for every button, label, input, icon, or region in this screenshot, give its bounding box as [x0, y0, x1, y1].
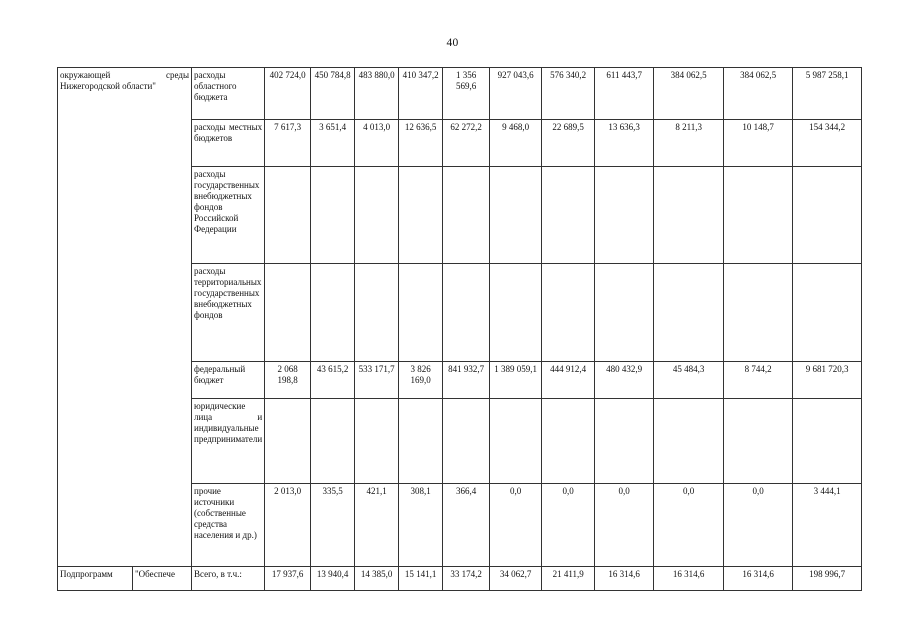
- cell-value: 45 484,3: [654, 362, 724, 399]
- cell-value: 10 148,7: [724, 120, 793, 167]
- cell-value: 2 013,0: [265, 484, 311, 567]
- cell-value: 0,0: [595, 484, 654, 567]
- cell-value: 14 385,0: [355, 567, 399, 591]
- cell-value: 927 043,6: [490, 68, 542, 120]
- subprogram-type-cell: Подпрограмм: [58, 567, 133, 591]
- cell-value: 421,1: [355, 484, 399, 567]
- cell-value: 483 880,0: [355, 68, 399, 120]
- row-label: юридические лица и индивидуальные предприниматели: [192, 399, 265, 484]
- program-name-cell: окружающей среды Нижегородской области": [58, 68, 192, 567]
- cell-value: 154 344,2: [793, 120, 862, 167]
- cell-value: 9 468,0: [490, 120, 542, 167]
- cell-value: 13 940,4: [311, 567, 355, 591]
- cell-value: 16 314,6: [595, 567, 654, 591]
- row-label: расходы областного бюджета: [192, 68, 265, 120]
- cell-value: 841 932,7: [443, 362, 490, 399]
- cell-value: 0,0: [542, 484, 595, 567]
- cell-value: 335,5: [311, 484, 355, 567]
- cell-value: 4 013,0: [355, 120, 399, 167]
- cell-value: [654, 264, 724, 362]
- row-label: расходы государственных внебюджетных фондов Российской Федерации: [192, 167, 265, 264]
- cell-value: 34 062,7: [490, 567, 542, 591]
- cell-value: [443, 264, 490, 362]
- subprogram-name-cell: "Обеспече: [133, 567, 192, 591]
- cell-value: 384 062,5: [654, 68, 724, 120]
- cell-value: [542, 264, 595, 362]
- cell-value: [793, 264, 862, 362]
- cell-value: 0,0: [724, 484, 793, 567]
- cell-value: 3 651,4: [311, 120, 355, 167]
- cell-value: 2 068 198,8: [265, 362, 311, 399]
- cell-value: 13 636,3: [595, 120, 654, 167]
- cell-value: 308,1: [399, 484, 443, 567]
- cell-value: [490, 167, 542, 264]
- cell-value: 62 272,2: [443, 120, 490, 167]
- table-row: [58, 68, 862, 120]
- cell-value: 8 744,2: [724, 362, 793, 399]
- cell-value: [542, 399, 595, 484]
- cell-value: 22 689,5: [542, 120, 595, 167]
- cell-value: 43 615,2: [311, 362, 355, 399]
- cell-value: [311, 167, 355, 264]
- cell-value: [265, 399, 311, 484]
- table-body: [58, 68, 862, 591]
- cell-value: 533 171,7: [355, 362, 399, 399]
- cell-value: [595, 399, 654, 484]
- cell-value: [399, 167, 443, 264]
- cell-value: 0,0: [490, 484, 542, 567]
- cell-value: 366,4: [443, 484, 490, 567]
- cell-value: 8 211,3: [654, 120, 724, 167]
- cell-value: 480 432,9: [595, 362, 654, 399]
- cell-value: [490, 264, 542, 362]
- cell-value: 3 444,1: [793, 484, 862, 567]
- cell-value: 12 636,5: [399, 120, 443, 167]
- cell-value: [542, 167, 595, 264]
- row-label: федеральный бюджет: [192, 362, 265, 399]
- cell-value: 1 356 569,6: [443, 68, 490, 120]
- page-number: 40: [446, 37, 459, 49]
- row-label: Всего, в т.ч.:: [192, 567, 265, 591]
- cell-value: 16 314,6: [654, 567, 724, 591]
- cell-value: [399, 264, 443, 362]
- cell-value: [443, 399, 490, 484]
- cell-value: 410 347,2: [399, 68, 443, 120]
- cell-value: [490, 399, 542, 484]
- cell-value: [355, 264, 399, 362]
- cell-value: [355, 167, 399, 264]
- cell-value: 16 314,6: [724, 567, 793, 591]
- cell-value: [654, 399, 724, 484]
- budget-table: [57, 67, 862, 591]
- cell-value: [793, 399, 862, 484]
- table-row: [58, 567, 862, 591]
- cell-value: 7 617,3: [265, 120, 311, 167]
- cell-value: [654, 167, 724, 264]
- row-label: расходы местных бюджетов: [192, 120, 265, 167]
- cell-value: [399, 399, 443, 484]
- cell-value: 450 784,8: [311, 68, 355, 120]
- cell-value: 33 174,2: [443, 567, 490, 591]
- cell-value: 198 996,7: [793, 567, 862, 591]
- cell-value: 21 411,9: [542, 567, 595, 591]
- cell-value: 384 062,5: [724, 68, 793, 120]
- row-label: прочие источники (собственные средства населения и др.): [192, 484, 265, 567]
- cell-value: 402 724,0: [265, 68, 311, 120]
- row-label: расходы территориальных государственных внебюджетных фондов: [192, 264, 265, 362]
- cell-value: 611 443,7: [595, 68, 654, 120]
- cell-value: 15 141,1: [399, 567, 443, 591]
- cell-value: 3 826 169,0: [399, 362, 443, 399]
- cell-value: 444 912,4: [542, 362, 595, 399]
- cell-value: 9 681 720,3: [793, 362, 862, 399]
- cell-value: [595, 167, 654, 264]
- cell-value: [724, 167, 793, 264]
- cell-value: 1 389 059,1: [490, 362, 542, 399]
- cell-value: [724, 399, 793, 484]
- cell-value: 5 987 258,1: [793, 68, 862, 120]
- cell-value: 0,0: [654, 484, 724, 567]
- cell-value: [311, 264, 355, 362]
- cell-value: [595, 264, 654, 362]
- cell-value: [355, 399, 399, 484]
- cell-value: [443, 167, 490, 264]
- cell-value: [265, 167, 311, 264]
- cell-value: [724, 264, 793, 362]
- cell-value: 17 937,6: [265, 567, 311, 591]
- cell-value: [793, 167, 862, 264]
- cell-value: [311, 399, 355, 484]
- cell-value: [265, 264, 311, 362]
- cell-value: 576 340,2: [542, 68, 595, 120]
